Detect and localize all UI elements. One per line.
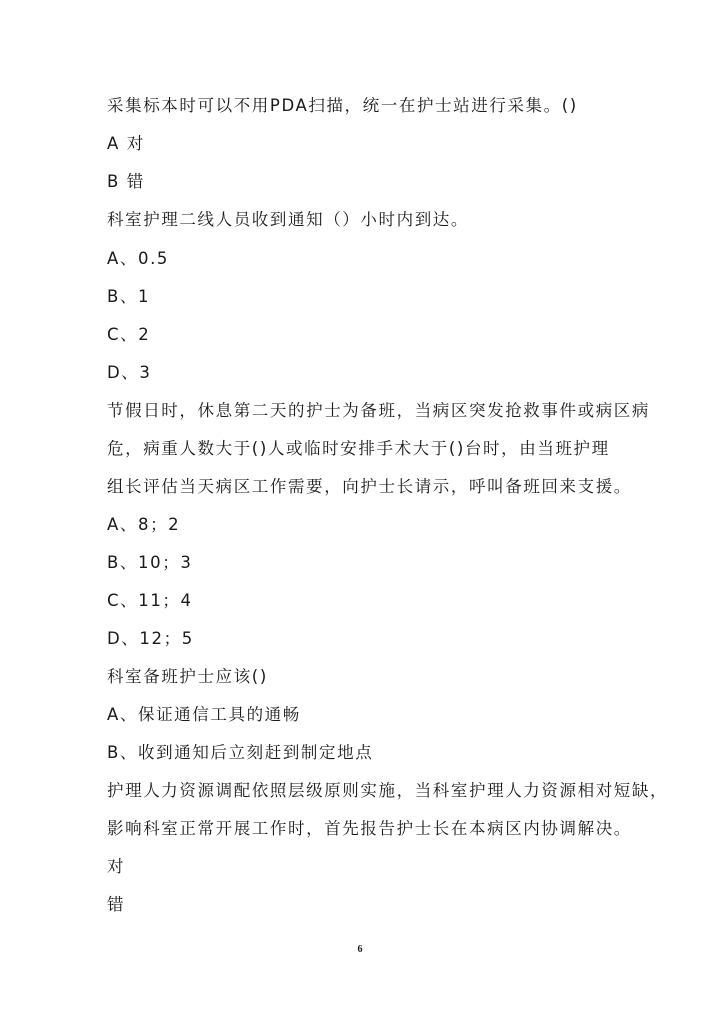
question-3-stem-line-3: 组长评估当天病区工作需要，向护士长请示，呼叫备班回来支援。 bbox=[107, 477, 632, 496]
question-5-stem-line-1: 护理人力资源调配依照层级原则实施，当科室护理人力资源相对短缺， bbox=[107, 781, 669, 800]
question-2-stem: 科室护理二线人员收到通知（）小时内到达。 bbox=[107, 210, 469, 229]
question-3-option-b: B、10；3 bbox=[107, 553, 193, 572]
question-4-stem: 科室备班护士应该() bbox=[107, 667, 268, 686]
page-number: 6 bbox=[357, 944, 363, 955]
question-3-stem-line-2: 危，病重人数大于()人或临时安排手术大于()台时，由当班护理 bbox=[107, 439, 610, 458]
question-3-option-d: D、12；5 bbox=[107, 629, 194, 648]
question-1-stem: 采集标本时可以不用PDA扫描，统一在护士站进行采集。() bbox=[107, 96, 578, 115]
question-3-stem-line-1: 节假日时，休息第二天的护士为备班，当病区突发抢救事件或病区病 bbox=[107, 401, 650, 420]
question-2-option-c: C、2 bbox=[107, 325, 151, 344]
question-5-option-true: 对 bbox=[107, 857, 126, 876]
question-2-option-d: D、3 bbox=[107, 363, 152, 382]
question-3-option-a: A、8；2 bbox=[107, 515, 181, 534]
question-3-option-c: C、11；4 bbox=[107, 591, 193, 610]
question-4-option-a: A、保证通信工具的通畅 bbox=[107, 705, 301, 724]
question-1-option-b: B 错 bbox=[107, 172, 145, 191]
question-5-stem-line-2: 影响科室正常开展工作时，首先报告护士长在本病区内协调解决。 bbox=[107, 819, 632, 838]
question-5-option-false: 错 bbox=[107, 895, 126, 914]
question-2-option-b: B、1 bbox=[107, 287, 151, 306]
question-1-option-a: A 对 bbox=[107, 134, 145, 153]
question-2-option-a: A、0.5 bbox=[107, 249, 170, 268]
question-4-option-b: B、收到通知后立刻赶到制定地点 bbox=[107, 743, 374, 762]
